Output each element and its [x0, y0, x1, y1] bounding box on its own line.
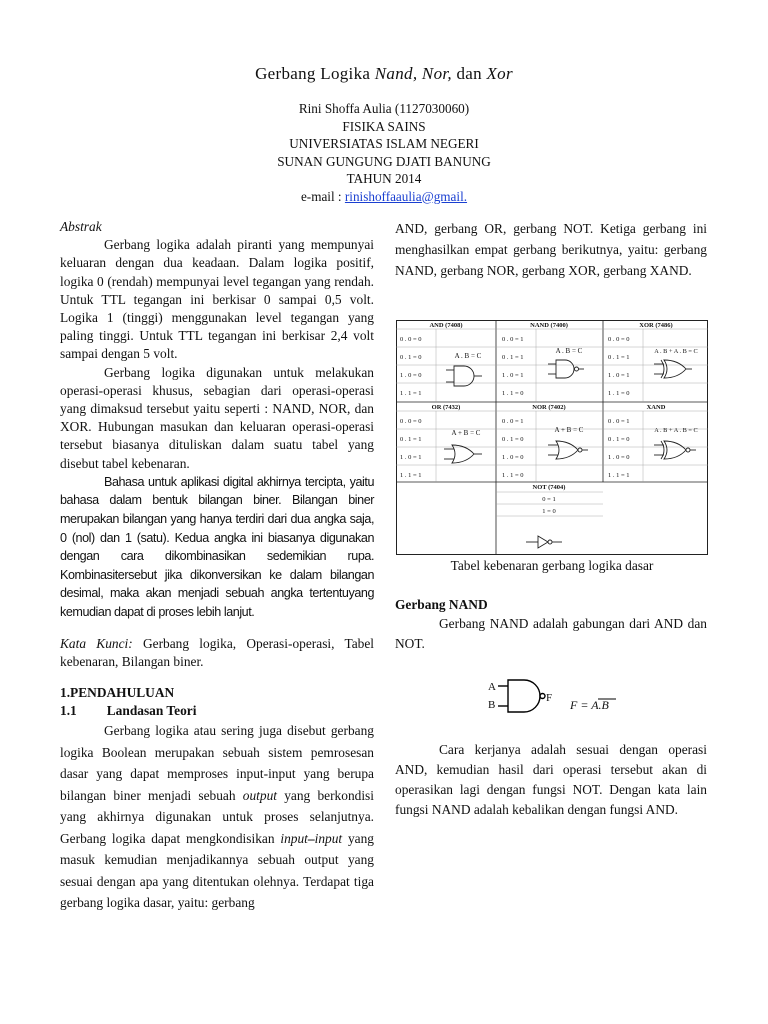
tt-eq-and: A . B = C: [454, 352, 482, 360]
tt-header-nor: NOR (7402): [532, 404, 566, 411]
tt-cell: 0 . 0 = 1: [502, 418, 524, 425]
truth-table-figure: [396, 320, 708, 555]
tt-cell: 1 . 1 = 0: [502, 472, 524, 479]
tt-cell: 0 . 1 = 1: [502, 354, 524, 361]
author-year: TAHUN 2014: [346, 171, 422, 186]
paper-title: Gerbang Logika Nand, Nor, dan Xor: [255, 64, 513, 83]
tt-cell: 1 . 0 = 0: [502, 454, 524, 461]
author-univ-2: SUNAN GUNGUNG DJATI BANUNG: [277, 153, 491, 169]
tt-cell: 0 . 1 = 0: [608, 436, 630, 443]
tt-header-and: AND (7408): [429, 322, 463, 329]
tt-cell: 1 . 1 = 0: [502, 390, 524, 397]
tt-cell: 0 . 0 = 1: [502, 336, 524, 343]
tt-eq-or: A + B = C: [451, 429, 481, 437]
tt-cell: 0 . 0 = 0: [400, 336, 422, 343]
tt-header-or: OR (7432): [431, 404, 461, 411]
nand-paragraph-2: Cara kerjanya adalah sesuai dengan operasi AND, kemudian hasil dari operasi tersebut akan di operasikan lagi dengan fungsi NOT. Dengan kata lain fungsi NAND adalah kebalikan dengan fungsi AND.: [395, 742, 707, 817]
right-column: [395, 218, 707, 281]
tt-cell: 0 = 1: [542, 496, 556, 503]
tt-header-not: NOT (7404): [532, 484, 566, 491]
nand-gate-figure: [488, 676, 628, 716]
tt-cell: 1 . 0 = 1: [400, 454, 422, 461]
nand-explanation: [395, 740, 707, 820]
table-caption: Tabel kebenaran gerbang logika dasar: [450, 558, 654, 573]
tt-eq-nor: A + B = C: [554, 426, 584, 434]
tt-cell: 1 . 1 = 1: [608, 472, 630, 479]
abstract-paragraph-2: Gerbang logika digunakan untuk melakukan operasi-operasi khusus, sebagian dari operasi-operasi yang dimaksud tersebut yaitu seperti : NAND, NOR, dan XOR. Hubungan masukan dan keluaran operasi-operasi tersebut biasanya dituliskan dalam suatu tabel yang disebut tabel kebenaran.: [60, 364, 374, 471]
intro-paragraph: Gerbang logika atau sering juga disebut gerbang logika Boolean merupakan sebuah sistem pemrosesan dasar yang dapat memproses input-input yang berupa bilangan biner menjadi sebuah output yang berkondisi yang akhirnya digunakan untuk proses selanjutnya. Gerbang logika dapat mengkondisikan input–input yang masuk kemudian menjadikannya sebuah output yang sesuai dengan apa yang ditentukan olehnya. Terdapat tiga gerbang logika dasar, yaitu: gerbang: [60, 723, 374, 911]
nand-paragraph: Gerbang NAND adalah gabungan dari AND dan NOT.: [395, 616, 707, 652]
nand-formula: F = A.B: [570, 698, 609, 712]
tt-cell: 0 . 1 = 0: [400, 354, 422, 361]
tt-cell: 1 = 0: [542, 508, 556, 515]
tt-cell: 0 . 1 = 1: [608, 354, 630, 361]
email-link[interactable]: rinishoffaaulia@gmail.: [344, 188, 468, 204]
abstract-paragraph-3: Bahasa untuk aplikasi digital akhirnya tercipta, yaitu bahasa dalam bentuk bilangan biner. Bilangan biner merupakan bilangan yang hanya terdiri dari dua angka saja, 0 (nol) dan 1 (satu). Kedua angka ini biasanya digunakan dengan cara dikombinasikan sedemikian rupa. Kombinasitersebut jika dikonversikan ke dalam bilangan desimal, maka akan menjadi sebuah angka tertentuyang kemudian dapat di proses lebih lanjut.: [60, 474, 374, 619]
author-dept: FISIKA SAINS: [342, 118, 426, 134]
tt-header-nand: NAND (7400): [530, 322, 568, 329]
nand-output-f: F: [546, 692, 553, 704]
keywords: Kata Kunci: Gerbang logika, Operasi-operasi, Tabel kebenaran, Bilangan biner.: [60, 635, 375, 669]
tt-eq-nand: A . B = C: [555, 347, 583, 355]
tt-cell: 0 . 1 = 1: [400, 436, 422, 443]
continued-paragraph: AND, gerbang OR, gerbang NOT. Ketiga gerbang ini menghasilkan empat gerbang berikutnya, yaitu: gerbang NAND, gerbang NOR, gerbang XOR, gerbang XAND.: [395, 221, 707, 278]
nand-input-b: B: [488, 699, 496, 711]
tt-cell: 1 . 1 = 1: [400, 390, 422, 397]
tt-cell: 0 . 0 = 0: [608, 336, 630, 343]
author-univ: UNIVERSIATAS ISLAM NEGERI: [289, 136, 479, 151]
tt-cell: 0 . 0 = 0: [400, 418, 422, 425]
nand-section: [395, 596, 707, 654]
tt-cell: 1 . 0 = 1: [608, 372, 630, 379]
tt-cell: 1 . 0 = 1: [502, 372, 524, 379]
abstract-paragraph-1: Gerbang logika adalah piranti yang mempunyai keluaran dengan dua keadaan. Dalam logika positif, logika 0 (rendah) mempunyai level tegangan yang rendah. Untuk TTL tegangan ini berkisar 0 sampai 0,5 volt. Logika 1 (tinggi) menggunakan level tegangan yang paling tinggi. Untuk TTL tegangan ini berkisar 2,4 volt sampai dengan 5 volt.: [60, 237, 374, 362]
section-heading: 1.PENDAHULUAN: [60, 685, 175, 700]
tt-cell: 1 . 1 = 0: [608, 390, 630, 397]
tt-eq-xor: A . B + A . B = C: [654, 348, 698, 355]
nand-input-a: A: [488, 681, 496, 693]
author-block: [0, 100, 768, 205]
author-email-line: e-mail : rinishoffaaulia@gmail.: [300, 188, 468, 204]
tt-cell: 1 . 1 = 1: [400, 472, 422, 479]
tt-header-xor: XOR (7486): [639, 322, 673, 329]
tt-eq-xand: A . B + A . B = C: [654, 427, 698, 434]
tt-cell: 1 . 0 = 0: [608, 454, 630, 461]
nand-heading: Gerbang NAND: [395, 597, 488, 612]
tt-cell: 1 . 0 = 0: [400, 372, 422, 379]
tt-header-xand: XAND: [646, 404, 666, 411]
author-name: Rini Shoffa Aulia (1127030060): [298, 101, 470, 116]
left-column: [60, 218, 374, 914]
subsection-heading: 1.1 Landasan Teori: [60, 703, 197, 719]
abstract-heading: Abstrak: [60, 219, 102, 234]
tt-cell: 0 . 1 = 0: [502, 436, 524, 443]
tt-cell: 0 . 0 = 1: [608, 418, 630, 425]
